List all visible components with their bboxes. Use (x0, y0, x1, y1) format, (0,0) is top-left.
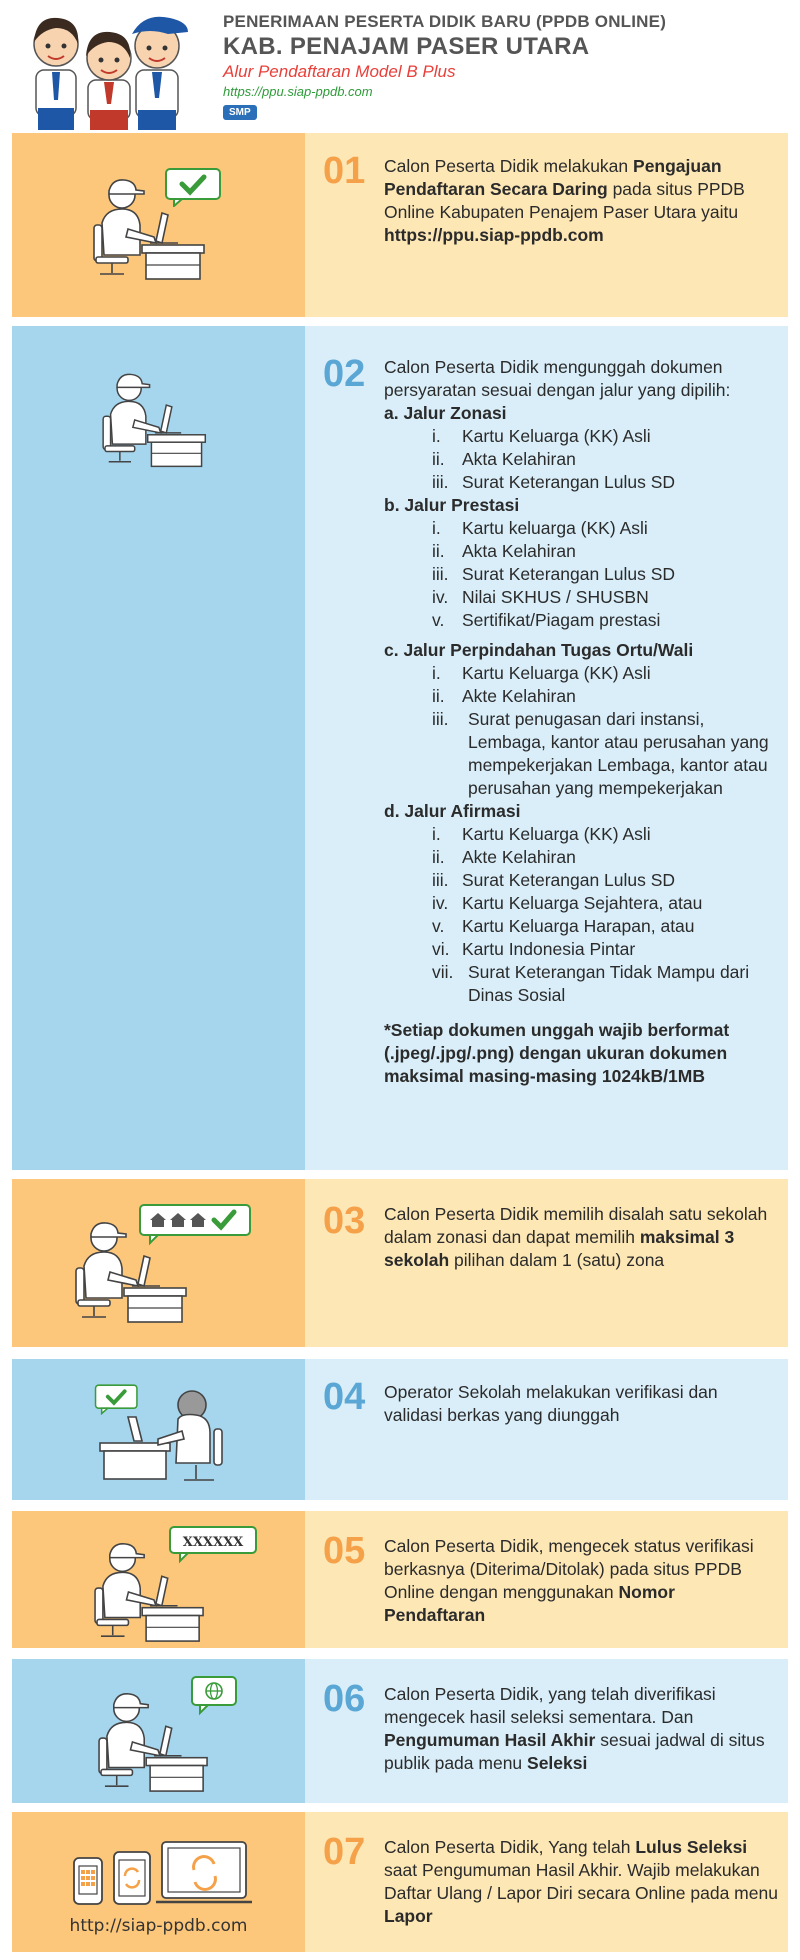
step-number: 03 (323, 1200, 366, 1242)
item-number: vi. (432, 939, 450, 959)
header-title-1: PENERIMAAN PESERTA DIDIK BARU (PPDB ONLINE) (223, 12, 667, 31)
text-bold: Lulus Seleksi (635, 1837, 748, 1857)
step-number: 07 (323, 1831, 366, 1873)
header-text (223, 12, 666, 120)
step-01-illustration-panel (12, 133, 305, 317)
item-number: ii. (432, 449, 445, 469)
item-number: i. (432, 663, 441, 683)
item-number: i. (432, 518, 441, 538)
item-text: Surat Keterangan Tidak Mampu dari Dinas Sosial (468, 962, 750, 1005)
devices-icon (72, 1838, 262, 1908)
step-05-text-panel (305, 1511, 788, 1648)
list-item (384, 540, 780, 563)
item-number: iii. (432, 472, 449, 492)
text-bold: Pengajuan Pendaftaran Secara Daring (384, 156, 722, 199)
item-text: Kartu Indonesia Pintar (462, 939, 636, 959)
step-description (384, 1683, 780, 1775)
text-part: Calon Peserta Didik, Yang telah (384, 1837, 636, 1857)
step-03 (12, 1179, 788, 1347)
text-part: pilihan dalam 1 (satu) zona (449, 1250, 665, 1270)
text-part: Calon Peserta Didik, mengecek status verifikasi berkasnya (Diterima/Ditolak) pada situs PPDB Online dengan menggunakan (384, 1536, 754, 1602)
step-06-text-panel (305, 1659, 788, 1803)
step-02-text-panel (305, 326, 788, 1170)
step-description (384, 1836, 780, 1928)
item-text: Kartu Keluarga (KK) Asli (462, 663, 651, 683)
text-bold: Pengumuman Hasil Akhir (384, 1730, 596, 1750)
step-02 (12, 326, 788, 1170)
level-badge: SMP (223, 105, 257, 120)
text-bold: maksimal 3 sekolah (384, 1227, 735, 1270)
step-07-illustration-panel (12, 1812, 305, 1952)
intro-text: Calon Peserta Didik mengunggah dokumen persyaratan sesuai dengan jalur yang dipilih: (384, 357, 731, 400)
item-text: Surat Keterangan Lulus SD (462, 870, 676, 890)
item-text: Kartu Keluarga Sejahtera, atau (462, 893, 703, 913)
students-illustration (18, 4, 208, 130)
list-item (384, 823, 780, 846)
step-description (384, 1203, 780, 1272)
list-item (384, 586, 780, 609)
list-item (384, 448, 780, 471)
header-url[interactable]: https://ppu.siap-ppdb.com (223, 84, 373, 99)
step-04-text-panel (305, 1359, 788, 1500)
step-01 (12, 133, 788, 317)
step-number: 01 (323, 150, 366, 192)
list-item (384, 961, 780, 1007)
item-text: Surat Keterangan Lulus SD (462, 472, 676, 492)
item-text: Kartu Keluarga (KK) Asli (462, 426, 651, 446)
text-part: Calon Peserta Didik melakukan (384, 156, 634, 176)
upload-format-note: *Setiap dokumen unggah wajib berformat (.jpeg/.jpg/.png) dengan ukuran dokumen maksimal masing-masing 1024kB/1MB (384, 1020, 730, 1086)
header-subtitle: Alur Pendaftaran Model B Plus (223, 62, 456, 81)
item-text: Kartu keluarga (KK) Asli (462, 518, 648, 538)
step-description (384, 1535, 780, 1627)
menu-lapor: Lapor (384, 1906, 433, 1926)
step-05 (12, 1511, 788, 1648)
step-03-illustration-panel (12, 1179, 305, 1347)
text-part: Calon Peserta Didik memilih disalah satu sekolah dalam zonasi dan dapat memilih (384, 1204, 768, 1247)
category-label: d. Jalur Afirmasi (384, 801, 521, 821)
list-item (384, 938, 780, 961)
item-number: iii. (432, 709, 449, 729)
step-02-illustration-panel (12, 326, 305, 1170)
category-label: a. Jalur Zonasi (384, 403, 507, 423)
list-item (384, 425, 780, 448)
step-03-text-panel (305, 1179, 788, 1347)
item-number: iv. (432, 893, 449, 913)
person-laptop-upload-icon (92, 364, 222, 474)
step-number: 06 (323, 1678, 366, 1720)
text-part: Calon Peserta Didik, yang telah diverifikasi mengecek hasil seleksi sementara. Dan (384, 1684, 716, 1727)
list-item (384, 662, 780, 685)
item-text: Sertifikat/Piagam prestasi (462, 610, 661, 630)
header (0, 0, 800, 130)
registration-url[interactable]: https://ppu.siap-ppdb.com (384, 225, 604, 245)
step-number: 02 (323, 353, 366, 395)
step-description (384, 155, 780, 247)
registration-number-placeholder: XXXXXX (182, 1535, 244, 1550)
operator-verification-icon (92, 1383, 242, 1483)
text-part: sesuai jadwal di situs publik pada menu (384, 1730, 765, 1773)
step-06-illustration-panel (12, 1659, 305, 1803)
person-laptop-check-icon (82, 163, 232, 283)
step-description (384, 1381, 780, 1427)
item-number: ii. (432, 686, 445, 706)
text-part: saat Pengumuman Hasil Akhir. Wajib melakukan Daftar Ulang / Lapor Diri secara Online pada menu (384, 1860, 778, 1903)
item-number: i. (432, 824, 441, 844)
item-number: ii. (432, 541, 445, 561)
step-01-text-panel (305, 133, 788, 317)
item-number: iii. (432, 564, 449, 584)
item-text: Akte Kelahiran (462, 686, 576, 706)
item-number: iii. (432, 870, 449, 890)
person-school-choice-icon (64, 1201, 274, 1326)
item-text: Surat Keterangan Lulus SD (462, 564, 676, 584)
item-text: Akta Kelahiran (462, 541, 576, 561)
step-06 (12, 1659, 788, 1803)
category-label: c. Jalur Perpindahan Tugas Ortu/Wali (384, 640, 694, 660)
step-number: 05 (323, 1530, 366, 1572)
item-text: Akta Kelahiran (462, 449, 576, 469)
item-text: Kartu Keluarga Harapan, atau (462, 916, 695, 936)
text-part: Operator Sekolah melakukan verifikasi dan validasi berkas yang diunggah (384, 1382, 718, 1425)
item-text: Nilai SKHUS / SHUSBN (462, 587, 649, 607)
text-bold: Nomor Pendaftaran (384, 1582, 675, 1625)
step-description (384, 356, 780, 1088)
list-item (384, 892, 780, 915)
item-number: vii. (432, 962, 454, 982)
person-status-check-icon (82, 1525, 267, 1645)
list-item (384, 846, 780, 869)
list-item (384, 915, 780, 938)
item-number: iv. (432, 587, 449, 607)
list-item (384, 471, 780, 494)
step-07-text-panel (305, 1812, 788, 1952)
list-item (384, 685, 780, 708)
person-announcement-icon (86, 1675, 246, 1795)
step-04-illustration-panel (12, 1359, 305, 1500)
item-number: v. (432, 916, 445, 936)
list-item (384, 563, 780, 586)
menu-seleksi: Seleksi (527, 1753, 588, 1773)
list-item (384, 517, 780, 540)
item-text: Kartu Keluarga (KK) Asli (462, 824, 651, 844)
item-number: v. (432, 610, 445, 630)
category-label: b. Jalur Prestasi (384, 495, 520, 515)
step-04 (12, 1359, 788, 1500)
item-text: Akte Kelahiran (462, 847, 576, 867)
item-number: i. (432, 426, 441, 446)
list-item (384, 869, 780, 892)
step-number: 04 (323, 1376, 366, 1418)
header-title-2: KAB. PENAJAM PASER UTARA (223, 33, 590, 60)
list-item (384, 609, 780, 632)
text-part: pada situs PPDB Online Kabupaten Penajem Paser Utara yaitu (384, 179, 745, 222)
step-05-illustration-panel (12, 1511, 305, 1648)
site-url[interactable]: http://siap-ppdb.com (69, 1916, 248, 1936)
list-item (384, 708, 780, 800)
step-07 (12, 1812, 788, 1952)
item-text: Surat penugasan dari instansi, Lembaga, kantor atau perusahan yang mempekerjakan Lembaga, kantor atau perusahan yang mempekerjakan (468, 709, 769, 798)
item-number: ii. (432, 847, 445, 867)
